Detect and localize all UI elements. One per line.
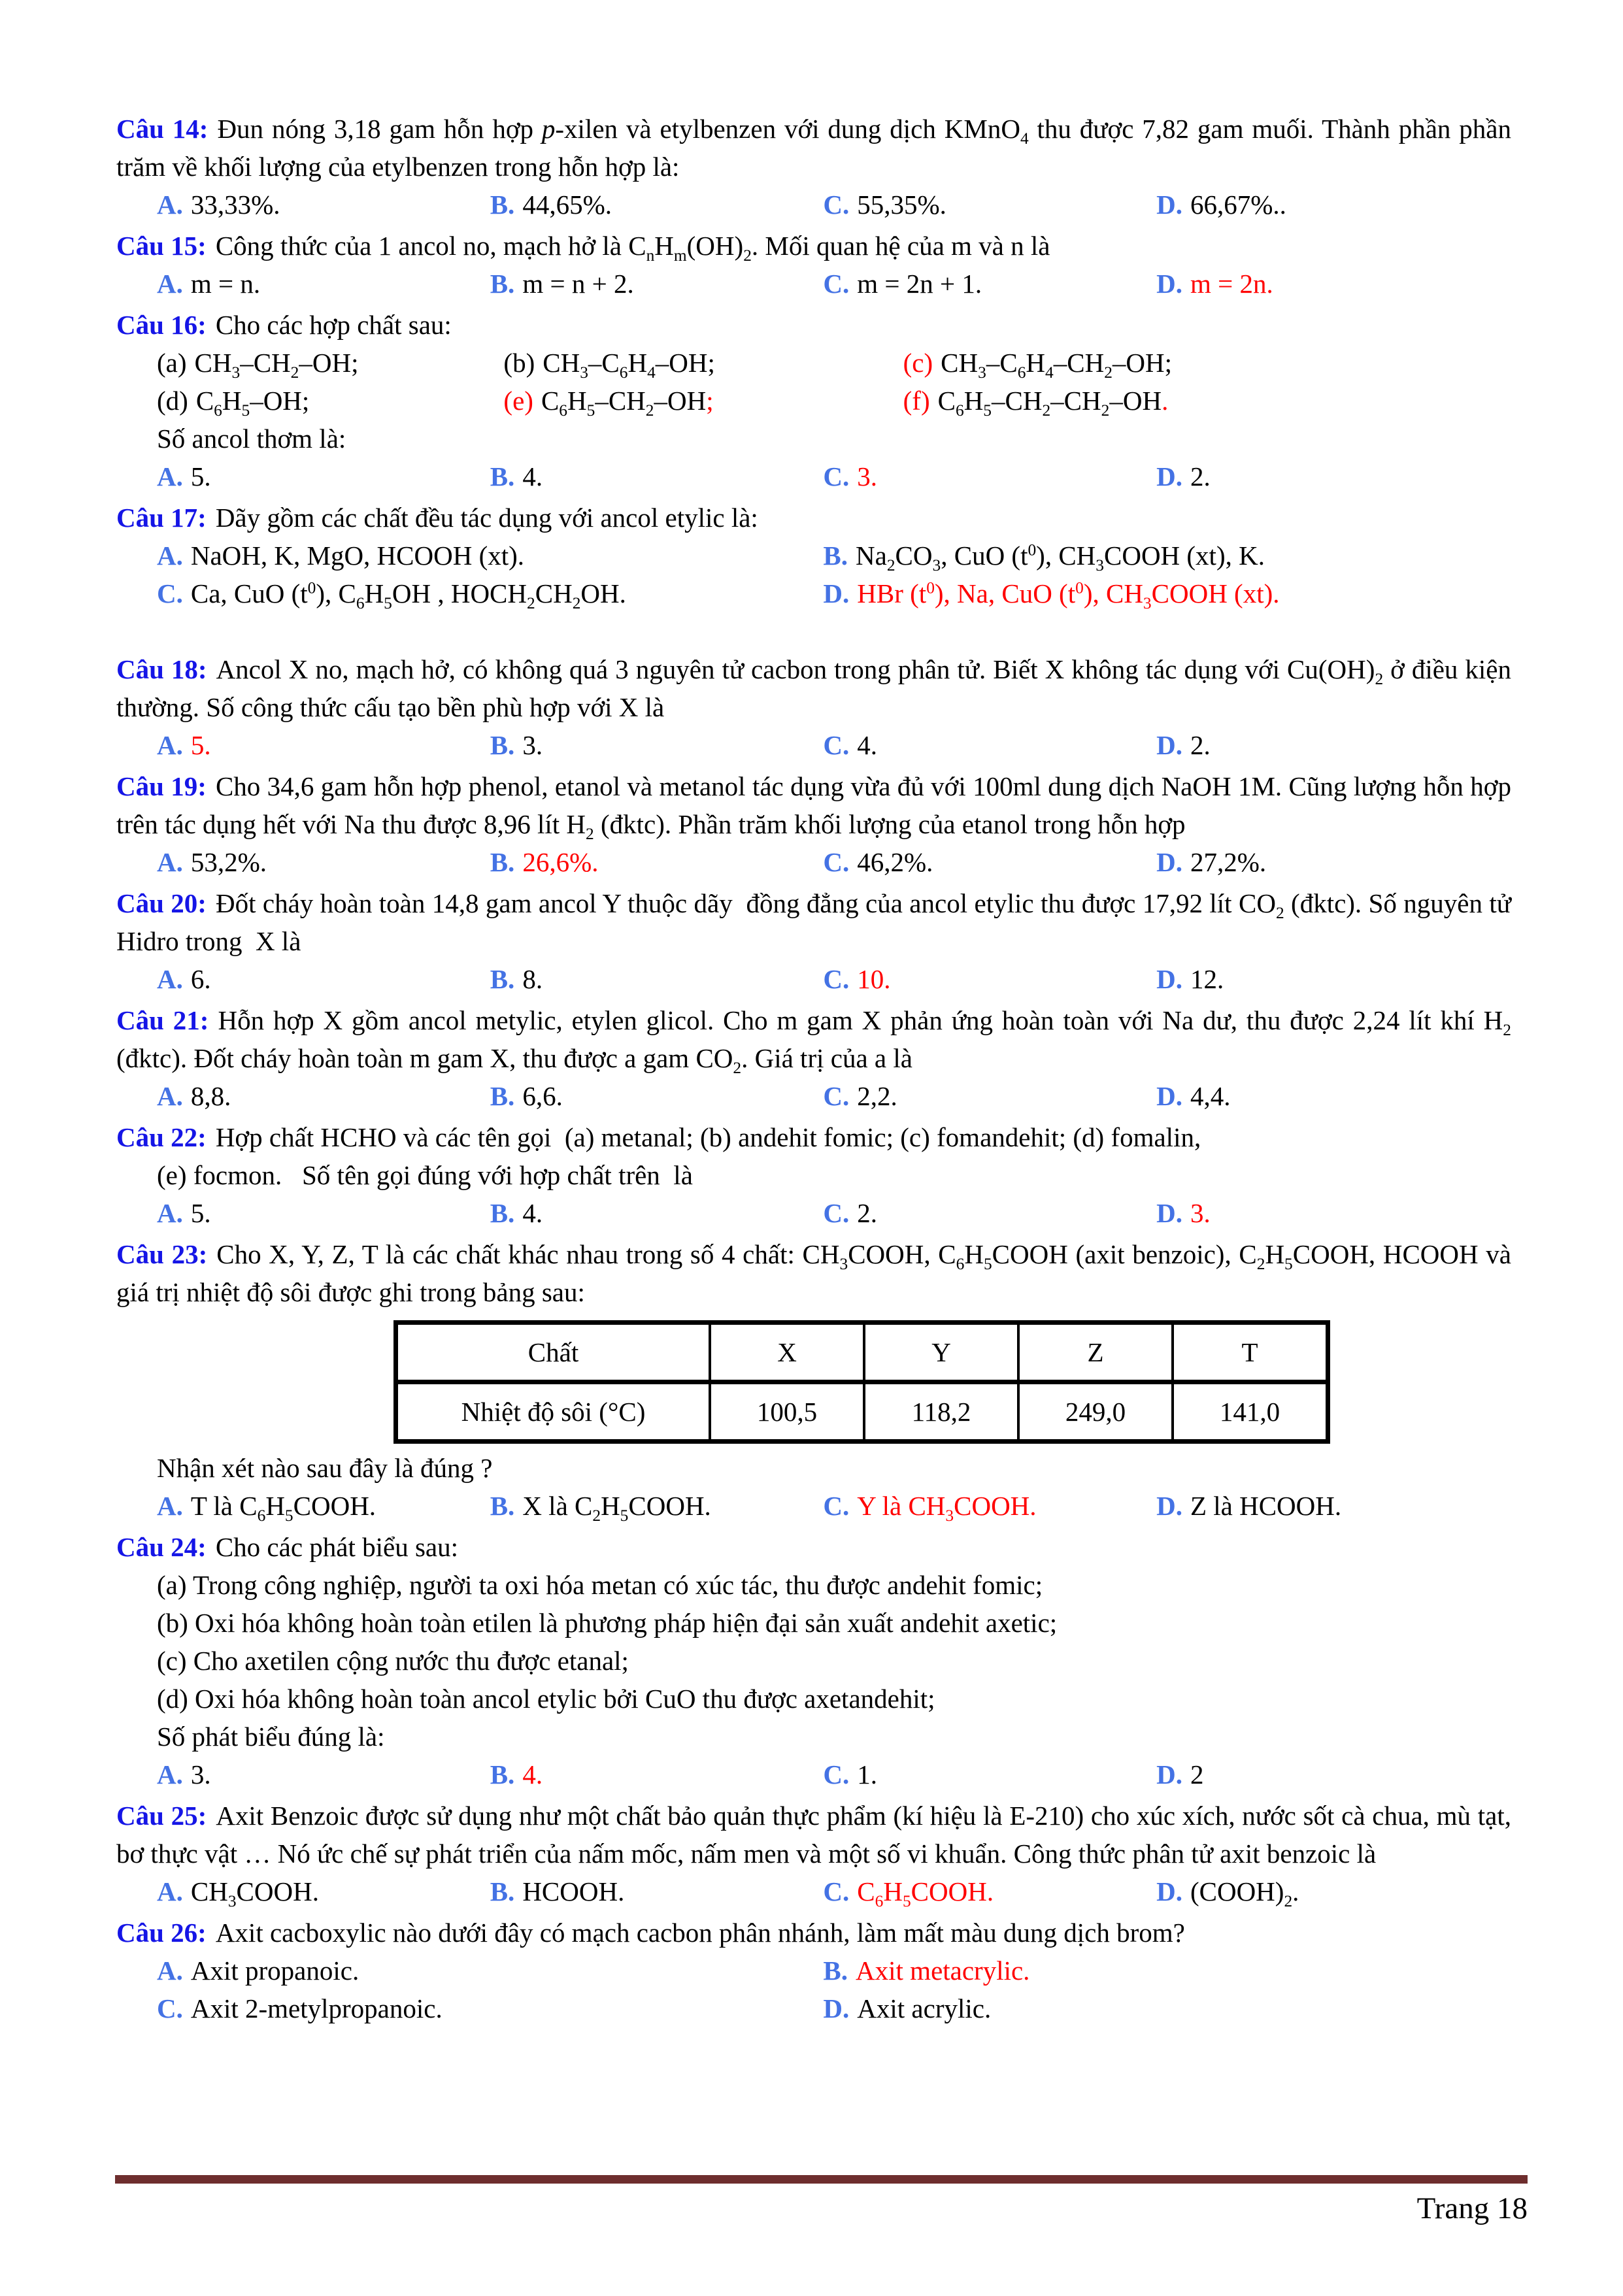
question-16-body: Cho các hợp chất sau: (215, 310, 452, 340)
option-text: m = n + 2. (522, 269, 634, 299)
question-15-body: Công thức của 1 ancol no, mạch hở là $C_nH_m(OH)_2$. Mối quan hệ của m và n là (215, 231, 1050, 265)
q18-option-c (823, 726, 1156, 764)
q24-statement-d: (d) Oxi hóa không hoàn toàn ancol etylic bởi CuO thu được axetandehit; (157, 1684, 935, 1714)
q24-statement-c: (c) Cho axetilen cộng nước thu được etanal; (157, 1646, 629, 1676)
compound-tail: . (1162, 386, 1169, 416)
option-text: 4. (522, 461, 543, 491)
option-text: 5. (190, 730, 211, 760)
compound-tag: (c) (903, 348, 933, 378)
option-letter: D. (1156, 461, 1182, 491)
option-letter: A. (157, 1491, 183, 1521)
option-text: HCOOH. (522, 1876, 625, 1906)
option-letter: D. (823, 1993, 850, 2023)
question-20-options (116, 960, 1511, 998)
option-text: $Na_2CO_3$, CuO $(t^0)$, $CH_3COOH$ (xt), K. (856, 541, 1265, 575)
option-letter: A. (157, 847, 183, 877)
q24-option-b (490, 1755, 824, 1793)
table-value-x: 100,5 (710, 1382, 864, 1442)
option-text: 2. (1190, 730, 1211, 760)
option-text: 6. (190, 964, 211, 994)
option-text: Axit metacrylic. (856, 1955, 1030, 1986)
compound-formula: $CH_3-CH_2-OH$; (194, 348, 359, 382)
q19-option-b (490, 843, 824, 881)
question-17-text (116, 499, 1511, 537)
option-text: 10. (857, 964, 891, 994)
compound-tag: (f) (903, 386, 930, 416)
option-letter: C. (823, 190, 850, 220)
option-text: m = 2n + 1. (857, 269, 982, 299)
option-letter: B. (823, 1955, 848, 1986)
table-data-row (396, 1382, 1328, 1442)
question-22-body: Hợp chất HCHO và các tên gọi (a) metanal; (b) andehit fomic; (c) fomandehit; (d) fomalin, (215, 1122, 1201, 1152)
compound-tag: (a) (157, 348, 187, 378)
question-26-options-cd (116, 1989, 1511, 2027)
option-letter: B. (490, 847, 515, 877)
question-19-options (116, 843, 1511, 881)
question-26-options-ab (116, 1952, 1511, 1989)
question-21-text (116, 1001, 1511, 1077)
option-text: Axit acrylic. (857, 1993, 992, 2023)
question-23-label: Câu 23: (116, 1239, 208, 1269)
question-18 (116, 650, 1511, 764)
option-text: m = n. (190, 269, 261, 299)
q19-option-d (1156, 843, 1511, 881)
q16-option-c (823, 458, 1156, 495)
q16-compound-e (503, 382, 903, 420)
option-letter: C. (823, 1491, 850, 1521)
option-text: Axit 2-metylpropanoic. (190, 1993, 443, 2023)
option-text: 4,4. (1190, 1081, 1231, 1111)
table-header-chat: Chất (396, 1323, 711, 1382)
q23-option-d (1156, 1487, 1511, 1525)
q25-option-a (157, 1872, 490, 1910)
question-23-options (116, 1487, 1511, 1525)
q17-option-d (823, 574, 1511, 612)
q22-option-b (490, 1194, 824, 1232)
compound-formula: $C_6H_5-CH_2-OH$ (541, 386, 707, 420)
option-text: Axit propanoic. (190, 1955, 360, 1986)
q16-option-a (157, 458, 490, 495)
question-20-body: Đốt cháy hoàn toàn 14,8 gam ancol Y thuộc dãy đồng đẳng của ancol etylic thu được 17,92 lít $CO_2$ (đktc). Số nguyên tử Hidro trong X là (116, 888, 1511, 956)
question-17-body: Dãy gồm các chất đều tác dụng với ancol etylic là: (215, 503, 758, 533)
q21-option-a (157, 1077, 490, 1115)
option-letter: A. (157, 1955, 183, 1986)
table-header-x: X (710, 1323, 864, 1382)
option-text: Ca, CuO $(t^0)$, $C_6H_5OH$ , $HOCH_2CH_2OH$. (190, 578, 626, 613)
q24-option-c (823, 1755, 1156, 1793)
question-17-options-ab (116, 537, 1511, 574)
question-24-body: Cho các phát biểu sau: (215, 1532, 458, 1562)
question-16-options (116, 458, 1511, 495)
option-letter: C. (823, 461, 850, 491)
option-letter: A. (157, 461, 183, 491)
q24-option-a (157, 1755, 490, 1793)
q25-option-d (1156, 1872, 1511, 1910)
question-18-options (116, 726, 1511, 764)
option-letter: D. (1156, 964, 1182, 994)
question-24 (116, 1528, 1511, 1793)
option-letter: A. (157, 1876, 183, 1906)
q19-option-a (157, 843, 490, 881)
q18-option-a (157, 726, 490, 764)
option-letter: B. (490, 269, 515, 299)
compound-formula: $C_6H_5-CH_2-CH_2-OH$ (937, 386, 1162, 420)
question-25-label: Câu 25: (116, 1801, 207, 1831)
option-text: 27,2%. (1190, 847, 1267, 877)
table-header-z: Z (1018, 1323, 1173, 1382)
q24-option-d (1156, 1755, 1511, 1793)
option-letter: D. (1156, 730, 1182, 760)
q15-option-c (823, 265, 1156, 303)
question-22-label: Câu 22: (116, 1122, 207, 1152)
q24-statement-b: (b) Oxi hóa không hoàn toàn etilen là phương pháp hiện đại sản xuất andehit axetic; (157, 1608, 1058, 1638)
table-header-y: Y (864, 1323, 1018, 1382)
q17-option-b (823, 537, 1511, 574)
option-letter: B. (490, 730, 515, 760)
option-text: $(COOH)_2$. (1190, 1876, 1299, 1911)
q26-option-a (157, 1952, 823, 1989)
question-20-label: Câu 20: (116, 888, 207, 918)
option-letter: C. (157, 578, 183, 608)
question-19-text (116, 767, 1511, 843)
question-15-label: Câu 15: (116, 231, 207, 261)
q21-option-c (823, 1077, 1156, 1115)
question-21 (116, 1001, 1511, 1115)
q25-option-b (490, 1872, 824, 1910)
option-text: Z là HCOOH. (1190, 1491, 1342, 1521)
q14-option-b (490, 186, 824, 224)
option-text: 12. (1190, 964, 1224, 994)
option-text: 1. (857, 1759, 878, 1789)
question-18-text (116, 650, 1511, 726)
q14-option-a (157, 186, 490, 224)
compound-tag: (b) (503, 348, 535, 378)
option-text: 5. (190, 1198, 211, 1228)
q26-option-d (823, 1989, 1511, 2027)
question-25 (116, 1797, 1511, 1910)
option-text: 4. (522, 1759, 543, 1789)
option-text: 4. (522, 1198, 543, 1228)
q16-sub-question: Số ancol thơm là: (157, 424, 346, 454)
option-text: 3. (190, 1759, 211, 1789)
q16-compound-b (503, 344, 903, 382)
table-value-t: 141,0 (1173, 1382, 1328, 1442)
question-14-body: Đun nóng 3,18 gam hỗn hợp p-xilen và etylbenzen với dung dịch KMnO$_4$ thu được 7,82 gam muối. Thành phần phần trăm về khối lượng của etylbenzen trong hỗn hợp là: (116, 114, 1511, 182)
q26-option-c (157, 1989, 823, 2027)
compound-formula: $C_6H_5-OH$; (195, 386, 310, 420)
question-15-text (116, 227, 1511, 265)
question-15-options (116, 265, 1511, 303)
q20-option-a (157, 960, 490, 998)
option-letter: A. (157, 269, 183, 299)
option-letter: B. (823, 541, 848, 571)
option-text: 53,2%. (190, 847, 267, 877)
option-text: HBr $(t^0)$, Na, CuO $(t^0)$, $CH_3COOH$ (xt). (857, 578, 1280, 613)
option-text: T là $C_6H_5COOH$. (190, 1491, 376, 1525)
option-letter: D. (1156, 190, 1182, 220)
option-letter: C. (823, 1759, 850, 1789)
q15-option-d (1156, 265, 1511, 303)
option-text: 44,65%. (522, 190, 612, 220)
option-text: X là $C_2H_5COOH$. (522, 1491, 711, 1525)
question-14-label: Câu 14: (116, 114, 209, 144)
question-14-options (116, 186, 1511, 224)
q23-option-a (157, 1487, 490, 1525)
question-22 (116, 1118, 1511, 1232)
option-letter: A. (157, 541, 183, 571)
option-text: 3. (522, 730, 543, 760)
option-text: 8. (522, 964, 543, 994)
question-25-options (116, 1872, 1511, 1910)
option-text: 6,6. (522, 1081, 563, 1111)
compound-formula: $CH_3-C_6H_4-OH$; (543, 348, 715, 382)
option-text: 33,33%. (190, 190, 280, 220)
option-letter: C. (823, 964, 850, 994)
boiling-point-table (393, 1320, 1330, 1444)
option-text: 2. (857, 1198, 878, 1228)
question-26-body: Axit cacboxylic nào dưới đây có mạch cacbon phân nhánh, làm mất màu dung dịch brom? (215, 1918, 1185, 1948)
option-letter: D. (1156, 1759, 1182, 1789)
q24-statement-a: (a) Trong công nghiệp, người ta oxi hóa metan có xúc tác, thu được andehit fomic; (157, 1570, 1043, 1600)
question-16-text (116, 306, 1511, 344)
question-24-options (116, 1755, 1511, 1793)
question-20-text (116, 884, 1511, 960)
footer-rule (115, 2175, 1528, 2184)
question-18-body: Ancol X no, mạch hở, có không quá 3 nguyên tử cacbon trong phân tử. Biết X không tác dụng với $Cu(OH)_2$ ở điều kiện thường. Số công thức cấu tạo bền phù hợp với X là (116, 654, 1511, 722)
option-letter: C. (823, 847, 850, 877)
option-text: 66,67%.. (1190, 190, 1286, 220)
question-22-options (116, 1194, 1511, 1232)
q14-option-c (823, 186, 1156, 224)
question-26 (116, 1914, 1511, 2027)
option-letter: C. (823, 269, 850, 299)
option-letter: D. (1156, 847, 1182, 877)
question-14-text (116, 110, 1511, 186)
option-text: $CH_3COOH$. (190, 1876, 319, 1911)
compound-tag: (e) (503, 386, 533, 416)
option-letter: D. (1156, 1876, 1182, 1906)
option-text: NaOH, K, MgO, HCOOH (xt). (190, 541, 525, 571)
option-letter: A. (157, 1081, 183, 1111)
option-letter: B. (490, 190, 515, 220)
q16-compounds-row2 (116, 382, 1511, 420)
question-15 (116, 227, 1511, 303)
question-23-body: Cho X, Y, Z, T là các chất khác nhau trong số 4 chất: $CH_3COOH$, $C_6H_5COOH$ (axit benzoic), $C_2H_5COOH$, HCOOH và giá trị nhiệt độ sôi được ghi trong bảng sau: (116, 1239, 1512, 1307)
q15-option-b (490, 265, 824, 303)
q15-option-a (157, 265, 490, 303)
question-14 (116, 110, 1511, 224)
q22-option-c (823, 1194, 1156, 1232)
q16-option-b (490, 458, 824, 495)
q23-option-b (490, 1487, 824, 1525)
table-header-row (396, 1323, 1328, 1382)
q17-option-c (157, 574, 823, 612)
option-letter: D. (1156, 269, 1182, 299)
q16-option-d (1156, 458, 1511, 495)
question-21-body: Hỗn hợp X gồm ancol metylic, etylen glicol. Cho m gam X phản ứng hoàn toàn với Na dư, thu được 2,24 lít khí $H_2$ (đktc). Đốt cháy hoàn toàn m gam X, thu được a gam $CO_2$. Giá trị của a là (116, 1005, 1511, 1078)
question-21-label: Câu 21: (116, 1005, 209, 1035)
option-letter: D. (1156, 1491, 1182, 1521)
q18-option-d (1156, 726, 1511, 764)
q26-option-b (823, 1952, 1511, 1989)
question-24-label: Câu 24: (116, 1532, 207, 1562)
option-text: 2 (1190, 1759, 1204, 1789)
page-number: Trang 18 (1416, 2191, 1528, 2225)
option-letter: A. (157, 730, 183, 760)
table-header-t: T (1173, 1323, 1328, 1382)
option-letter: B. (490, 964, 515, 994)
option-letter: C. (823, 1876, 850, 1906)
q21-option-d (1156, 1077, 1511, 1115)
question-17 (116, 499, 1511, 612)
q16-compound-d (157, 382, 503, 420)
q16-compound-a (157, 344, 503, 382)
option-text: 2. (1190, 461, 1211, 491)
question-24-text (116, 1528, 1511, 1566)
option-letter: A. (157, 964, 183, 994)
q24-sub-question: Số phát biểu đúng là: (157, 1722, 385, 1752)
question-26-text (116, 1914, 1511, 1952)
question-16 (116, 306, 1511, 495)
question-23-text (116, 1235, 1511, 1311)
q22-option-d (1156, 1194, 1511, 1232)
question-17-options-cd (116, 574, 1511, 612)
option-text: Y là $CH_3COOH$. (857, 1491, 1037, 1525)
option-letter: D. (823, 578, 850, 608)
question-19 (116, 767, 1511, 881)
question-21-options (116, 1077, 1511, 1115)
option-text: 26,6%. (522, 847, 599, 877)
table-value-z: 249,0 (1018, 1382, 1173, 1442)
option-letter: C. (157, 1993, 183, 2023)
option-letter: A. (157, 1759, 183, 1789)
q21-option-b (490, 1077, 824, 1115)
q25-option-c (823, 1872, 1156, 1910)
q17-option-a (157, 537, 823, 574)
option-text: 46,2%. (857, 847, 933, 877)
question-23 (116, 1235, 1511, 1525)
compound-tag: (d) (157, 386, 188, 416)
option-text: 8,8. (190, 1081, 231, 1111)
option-letter: B. (490, 461, 515, 491)
question-19-label: Câu 19: (116, 771, 207, 801)
table-value-y: 118,2 (864, 1382, 1018, 1442)
option-text: m = 2n. (1190, 269, 1273, 299)
option-letter: B. (490, 1198, 515, 1228)
q22-option-a (157, 1194, 490, 1232)
question-17-label: Câu 17: (116, 503, 207, 533)
q23-option-c (823, 1487, 1156, 1525)
option-letter: B. (490, 1081, 515, 1111)
option-letter: A. (157, 190, 183, 220)
option-text: 3. (1190, 1198, 1211, 1228)
option-letter: B. (490, 1491, 515, 1521)
option-text: 2,2. (857, 1081, 897, 1111)
question-25-body: Axit Benzoic được sử dụng như một chất bảo quản thực phẩm (kí hiệu là E-210) cho xúc xích, nước sốt cà chua, mù tạt, bơ thực vật … Nó ức chế sự phát triển của nấm mốc, nấm men và một số vi khuẩn. Công thức phân tử axit benzoic là (116, 1801, 1511, 1869)
q14-option-d (1156, 186, 1511, 224)
question-20 (116, 884, 1511, 998)
option-text: 55,35%. (857, 190, 946, 220)
question-19-body: Cho 34,6 gam hỗn hợp phenol, etanol và metanol tác dụng vừa đủ với 100ml dung dịch NaOH 1M. Cũng lượng hỗn hợp trên tác dụng hết với Na thu được 8,96 lít $H_2$ (đktc). Phần trăm khối lượng của etanol trong hỗn hợp (116, 771, 1511, 844)
q19-option-c (823, 843, 1156, 881)
table-row-label: Nhiệt độ sôi (°C) (396, 1382, 711, 1442)
option-letter: D. (1156, 1198, 1182, 1228)
question-18-label: Câu 18: (116, 654, 207, 684)
option-letter: D. (1156, 1081, 1182, 1111)
q16-compound-f (903, 382, 1511, 420)
q20-option-d (1156, 960, 1511, 998)
question-26-label: Câu 26: (116, 1918, 207, 1948)
question-22-text (116, 1118, 1511, 1156)
question-23-note: Nhận xét nào sau đây là đúng ? (157, 1453, 493, 1483)
compound-tail: ; (706, 386, 714, 416)
option-letter: C. (823, 730, 850, 760)
option-letter: B. (490, 1759, 515, 1789)
option-letter: B. (490, 1876, 515, 1906)
option-text: 5. (190, 461, 211, 491)
question-22-text2: (e) focmon. Số tên gọi đúng với hợp chất trên là (157, 1160, 693, 1190)
option-text: $C_6H_5COOH$. (857, 1876, 994, 1911)
option-text: 3. (857, 461, 878, 491)
q16-compound-c (903, 344, 1511, 382)
q16-compounds-row1 (116, 344, 1511, 382)
q18-option-b (490, 726, 824, 764)
option-letter: C. (823, 1198, 850, 1228)
option-letter: C. (823, 1081, 850, 1111)
option-text: 4. (857, 730, 878, 760)
question-25-text (116, 1797, 1511, 1872)
question-16-label: Câu 16: (116, 310, 207, 340)
option-letter: A. (157, 1198, 183, 1228)
compound-formula: $CH_3-C_6H_4-CH_2-OH$; (941, 348, 1172, 382)
q20-option-c (823, 960, 1156, 998)
q20-option-b (490, 960, 824, 998)
